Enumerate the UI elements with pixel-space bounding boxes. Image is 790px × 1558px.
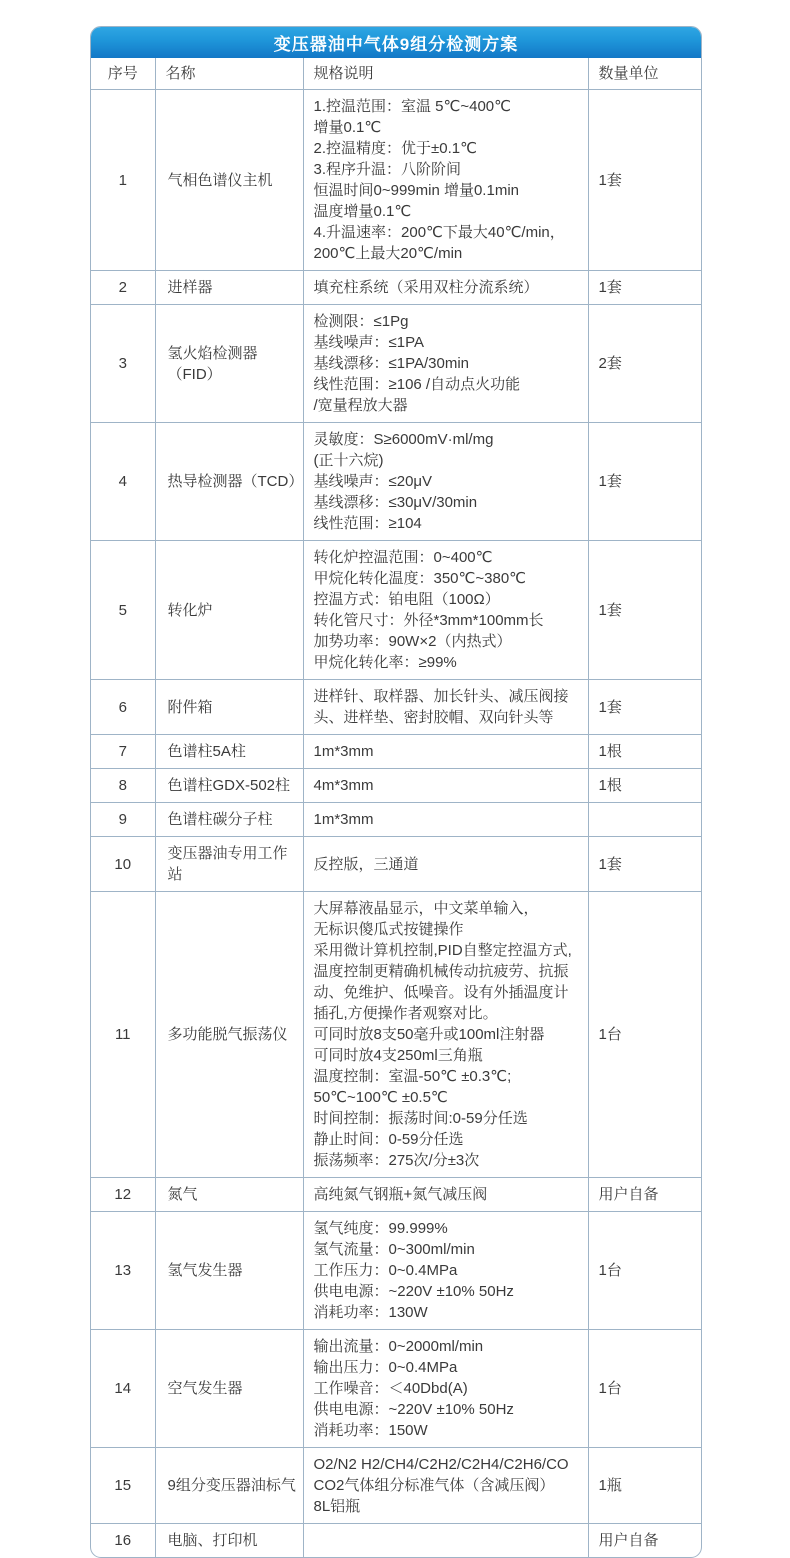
table-row: [91, 1330, 701, 1448]
table-row: [91, 837, 701, 892]
row-qty-cell: 2套: [588, 305, 701, 423]
col-header-spec: 规格说明: [303, 58, 588, 90]
row-name-cell: 氮气: [155, 1178, 303, 1212]
row-spec-cell: 高纯氮气钢瓶+氮气减压阀: [303, 1178, 588, 1212]
table-row: [91, 1524, 701, 1558]
table-row: [91, 305, 701, 423]
row-qty-cell: 1套: [588, 90, 701, 271]
row-name-cell: 气相色谱仪主机: [155, 90, 303, 271]
row-no-cell: 13: [91, 1212, 155, 1330]
col-header-no: 序号: [91, 58, 155, 90]
row-no-cell: 16: [91, 1524, 155, 1558]
table-row: [91, 90, 701, 271]
row-no-cell: 1: [91, 90, 155, 271]
row-qty-cell: 1套: [588, 837, 701, 892]
row-name-cell: 色谱柱5A柱: [155, 735, 303, 769]
row-no-cell: 10: [91, 837, 155, 892]
row-spec-cell: 1m*3mm: [303, 803, 588, 837]
row-qty-cell: 1台: [588, 892, 701, 1178]
row-qty-cell: 1套: [588, 680, 701, 735]
row-name-cell: 变压器油专用工作站: [155, 837, 303, 892]
table-title: 变压器油中气体9组分检测方案: [91, 27, 701, 58]
header-row: [91, 58, 701, 90]
table-row: [91, 1448, 701, 1524]
row-name-cell: 电脑、打印机: [155, 1524, 303, 1558]
row-qty-cell: 1瓶: [588, 1448, 701, 1524]
row-qty-cell: 1套: [588, 541, 701, 680]
table-row: [91, 680, 701, 735]
row-no-cell: 5: [91, 541, 155, 680]
row-qty-cell: 用户自备: [588, 1178, 701, 1212]
row-name-cell: 色谱柱GDX-502柱: [155, 769, 303, 803]
row-qty-cell: 1根: [588, 735, 701, 769]
row-no-cell: 11: [91, 892, 155, 1178]
row-name-cell: 9组分变压器油标气: [155, 1448, 303, 1524]
row-spec-cell: 检测限：≤1Pg 基线噪声：≤1PA 基线漂移：≤1PA/30min 线性范围：≥106 /自动点火功能 /宽量程放大器: [303, 305, 588, 423]
spec-sheet: [90, 26, 702, 1558]
row-qty-cell: [588, 803, 701, 837]
row-name-cell: 氢气发生器: [155, 1212, 303, 1330]
row-spec-cell: 进样针、取样器、加长针头、减压阀接头、进样垫、密封胶帽、双向针头等: [303, 680, 588, 735]
table-row: [91, 1212, 701, 1330]
row-spec-cell: O2/N2 H2/CH4/C2H2/C2H4/C2H6/CO CO2气体组分标准气体（含减压阀） 8L铝瓶: [303, 1448, 588, 1524]
row-spec-cell: 填充柱系统（采用双柱分流系统）: [303, 271, 588, 305]
row-spec-cell: 转化炉控温范围：0~400℃ 甲烷化转化温度：350℃~380℃ 控温方式：铂电阻（100Ω） 转化管尺寸：外径*3mm*100mm长 加势功率：90W×2（内热式） 甲烷化转化率：≥99%: [303, 541, 588, 680]
row-no-cell: 14: [91, 1330, 155, 1448]
row-qty-cell: 1台: [588, 1330, 701, 1448]
table-row: [91, 803, 701, 837]
row-no-cell: 6: [91, 680, 155, 735]
row-name-cell: 氢火焰检测器（FID）: [155, 305, 303, 423]
row-spec-cell: 氢气纯度：99.999% 氢气流量：0~300ml/min 工作压力：0~0.4MPa 供电电源：~220V ±10% 50Hz 消耗功率：130W: [303, 1212, 588, 1330]
row-name-cell: 多功能脱气振荡仪: [155, 892, 303, 1178]
table-row: [91, 769, 701, 803]
row-spec-cell: 大屏幕液晶显示，中文菜单输入， 无标识傻瓜式按键操作 采用微计算机控制,PID自整定控温方式,温度控制更精确机械传动抗疲劳、抗振动、免维护、低噪音。设有外插温度计插孔,方便操作者观察对比。 可同时放8支50毫升或100ml注射器 可同时放4支250ml三角瓶 温度控制：室温-50℃ ±0.3℃; 50℃~100℃ ±0.5℃ 时间控制：振荡时间:0-59分任选 静止时间：0-59分任选 振荡频率：275次/分±3次: [303, 892, 588, 1178]
table-row: [91, 735, 701, 769]
col-header-qty: 数量单位: [588, 58, 701, 90]
table-row: [91, 271, 701, 305]
row-spec-cell: 灵敏度：S≥6000mV·ml/mg (正十六烷) 基线噪声：≤20μV 基线漂移：≤30μV/30min 线性范围：≥104: [303, 423, 588, 541]
row-no-cell: 3: [91, 305, 155, 423]
row-no-cell: 15: [91, 1448, 155, 1524]
row-spec-cell: 输出流量：0~2000ml/min 输出压力：0~0.4MPa 工作噪音：＜40Dbd(A) 供电电源：~220V ±10% 50Hz 消耗功率：150W: [303, 1330, 588, 1448]
row-name-cell: 色谱柱碳分子柱: [155, 803, 303, 837]
table-row: [91, 541, 701, 680]
row-no-cell: 2: [91, 271, 155, 305]
row-name-cell: 热导检测器（TCD）: [155, 423, 303, 541]
row-spec-cell: 1.控温范围：室温 5℃~400℃ 增量0.1℃ 2.控温精度：优于±0.1℃ 3.程序升温：八阶阶间 恒温时间0~999min 增量0.1min 温度增量0.1℃ 4.升温速率：200℃下最大40℃/min， 200℃上最大20℃/min: [303, 90, 588, 271]
row-spec-cell: 反控版，三通道: [303, 837, 588, 892]
row-no-cell: 12: [91, 1178, 155, 1212]
table-row: [91, 1178, 701, 1212]
row-qty-cell: 1台: [588, 1212, 701, 1330]
table-row: [91, 892, 701, 1178]
row-name-cell: 空气发生器: [155, 1330, 303, 1448]
row-name-cell: 转化炉: [155, 541, 303, 680]
row-no-cell: 7: [91, 735, 155, 769]
row-no-cell: 8: [91, 769, 155, 803]
row-name-cell: 进样器: [155, 271, 303, 305]
table-row: [91, 423, 701, 541]
row-name-cell: 附件箱: [155, 680, 303, 735]
col-header-name: 名称: [155, 58, 303, 90]
row-spec-cell: [303, 1524, 588, 1558]
spec-table: [91, 58, 701, 1557]
row-no-cell: 4: [91, 423, 155, 541]
row-spec-cell: 1m*3mm: [303, 735, 588, 769]
row-qty-cell: 1套: [588, 271, 701, 305]
row-qty-cell: 1套: [588, 423, 701, 541]
row-spec-cell: 4m*3mm: [303, 769, 588, 803]
row-qty-cell: 用户自备: [588, 1524, 701, 1558]
row-qty-cell: 1根: [588, 769, 701, 803]
row-no-cell: 9: [91, 803, 155, 837]
